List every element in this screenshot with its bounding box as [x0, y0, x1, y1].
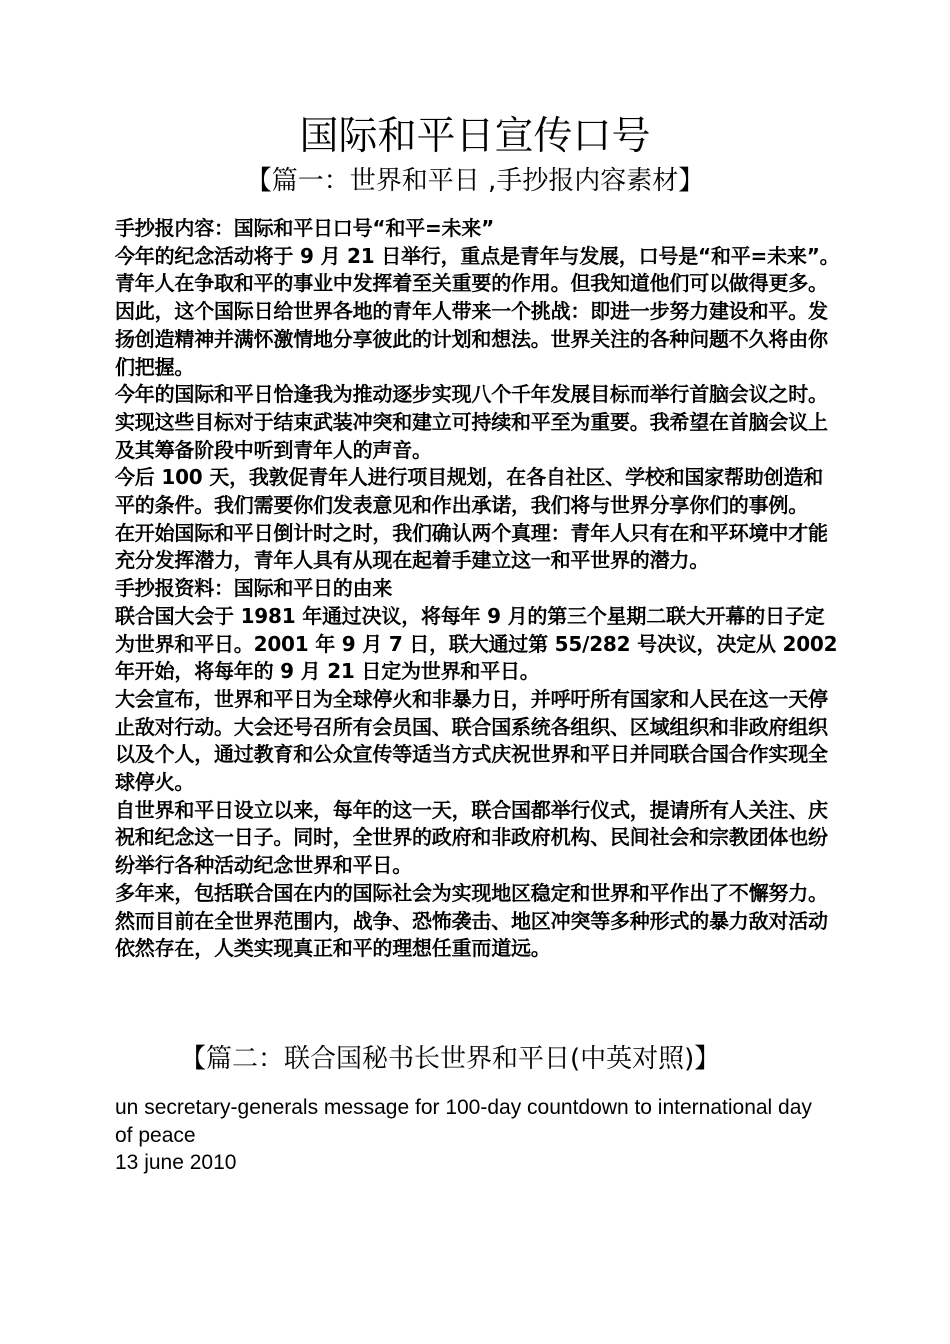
- paragraph: 自世界和平日设立以来，每年的这一天，联合国都举行仪式，提请所有人关注、庆祝和纪念这一日子。同时，全世界的政府和非政府机构、民间社会和宗教团体也纷纷举行各种活动纪念世界和平日。: [115, 797, 828, 878]
- paragraph: 手抄报资料：国际和平日的由来: [115, 576, 393, 601]
- paragraph: 多年来，包括联合国在内的国际社会为实现地区稳定和世界和平作出了不懈努力。然而目前在全世界范围内，战争、恐怖袭击、地区冲突等多种形式的暴力敌对活动依然存在，人类实现真正和平的理想任重而道远。: [115, 880, 828, 961]
- paragraph: 大会宣布，世界和平日为全球停火和非暴力日，并呼吁所有国家和人民在这一天停止敌对行动。大会还号召所有会员国、联合国系统各组织、区域组织和非政府组织以及个人，通过教育和公众宣传等适当方式庆祝世界和平日并同联合国合作实现全球停火。: [115, 686, 828, 795]
- english-line: un secretary-generals message for 100-day countdown to international day: [115, 1096, 812, 1119]
- paragraph: 今后 100 天，我敦促青年人进行项目规划，在各自社区、学校和国家帮助创造和平的条件。我们需要你们发表意见和作出承诺，我们将与世界分享你们的事例。: [115, 465, 824, 518]
- paragraph: 联合国大会于 1981 年通过决议，将每年 9 月的第三个星期二联大开幕的日子定为世界和平日。2001 年 9 月 7 日，联大通过第 55/282 号决议，决定从 2002 年开始，将每年的 9 月 21 日定为世界和平日。: [115, 603, 838, 684]
- paragraph: 今年的国际和平日恰逢我为推动逐步实现八个千年发展目标而举行首脑会议之时。实现这些目标对于结束武装冲突和建立可持续和平至为重要。我希望在首脑会议上及其筹备阶段中听到青年人的声音。: [115, 382, 828, 462]
- english-line: 13 june 2010: [115, 1151, 237, 1174]
- section1-heading: 【篇一：世界和平日 ,手抄报内容素材】: [245, 166, 705, 196]
- english-line: of peace: [115, 1123, 196, 1147]
- section2-heading: 【篇二：联合国秘书长世界和平日(中英对照)】: [180, 1044, 721, 1074]
- english-text: [115, 1094, 835, 1177]
- article-body: [115, 215, 840, 963]
- page-title: 国际和平日宣传口号: [299, 114, 651, 159]
- paragraph: 手抄报内容：国际和平日口号“和平=未来”: [115, 216, 495, 240]
- paragraph: 在开始国际和平日倒计时之时，我们确认两个真理：青年人只有在和平环境中才能充分发挥潜力，青年人具有从现在起着手建立这一和平世界的潜力。: [115, 520, 828, 573]
- paragraph: 今年的纪念活动将于 9 月 21 日举行，重点是青年与发展，口号是“和平=未来”。 青年人在争取和平的事业中发挥着至关重要的作用。但我知道他们可以做得更多。因此，这个国际日给世界各地的青年人带来一个挑战：即进一步努力建设和平。发扬创造精神并满怀激情地分享彼此的计划和想法。世界关注的各种问题不久将由你们把握。: [115, 243, 840, 379]
